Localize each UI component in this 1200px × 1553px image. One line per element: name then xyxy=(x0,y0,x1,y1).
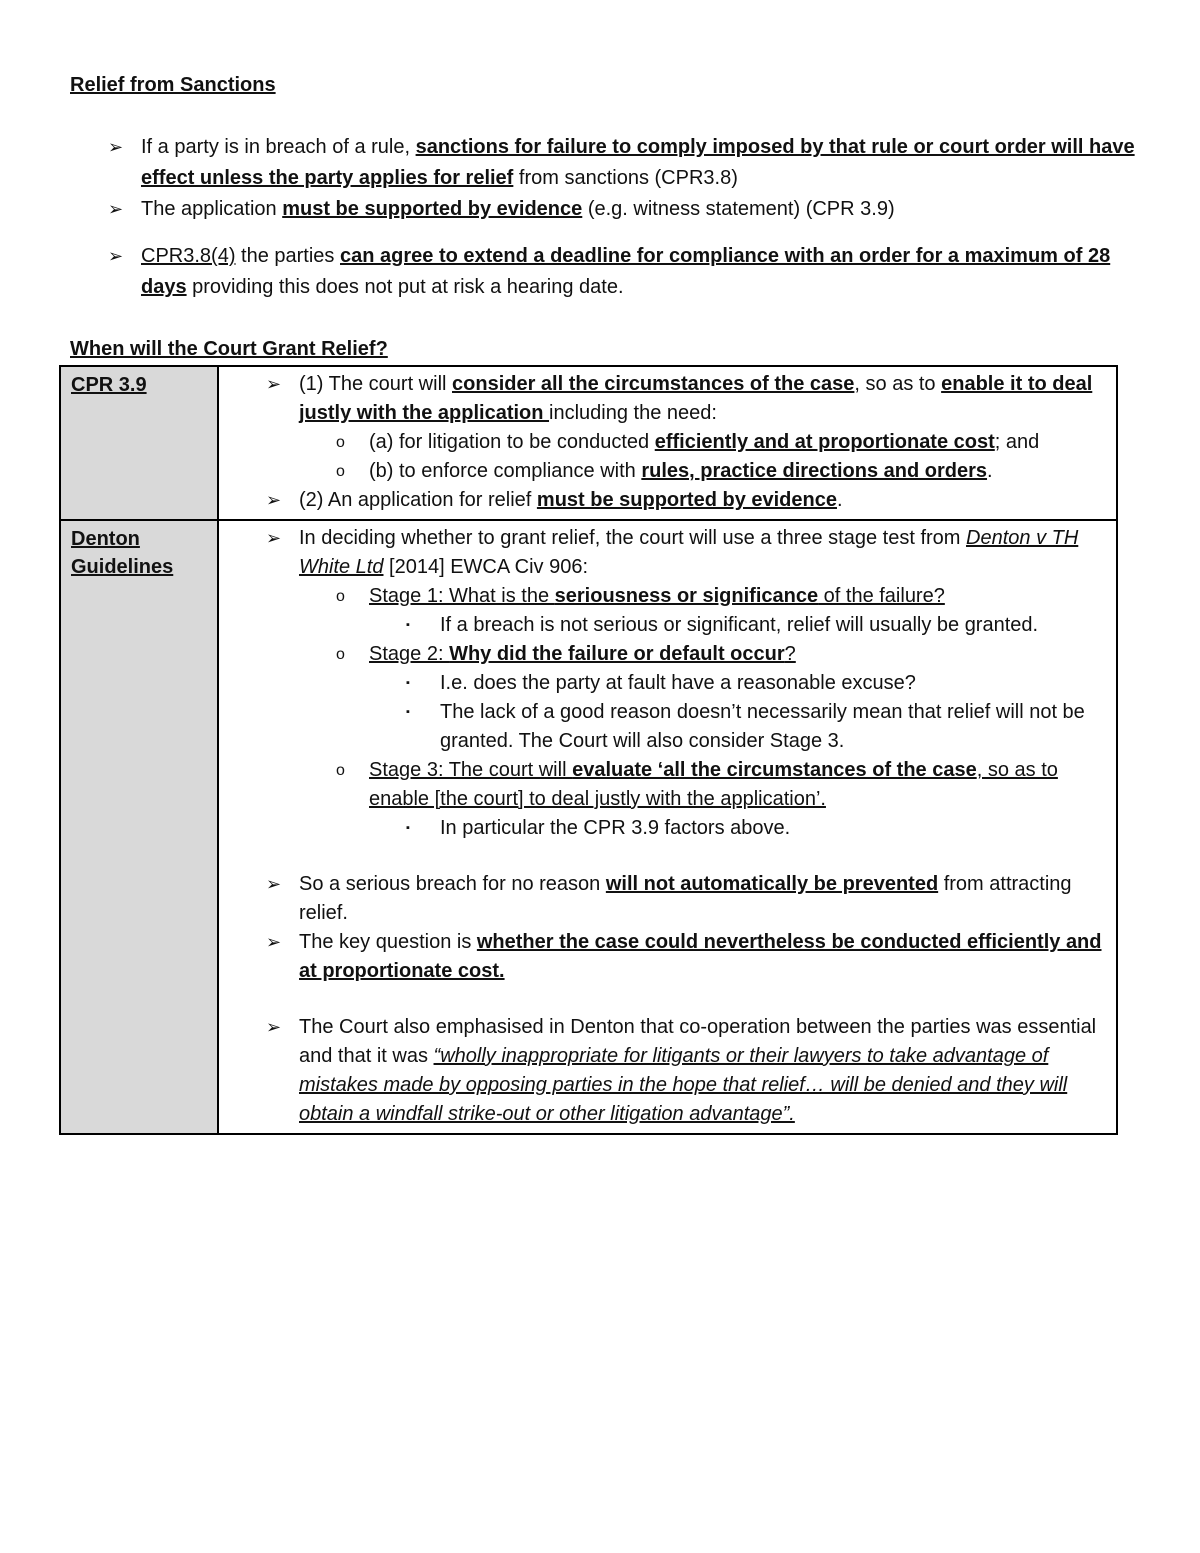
list-item: ➢ (2) An application for relief must be supported by evidence. xyxy=(219,486,1106,515)
bullet-text: CPR3.8(4) the parties can agree to extend a deadline for compliance with an order for a maximum of 28 days providing this does not put at risk a hearing date. xyxy=(141,245,1111,298)
circle-bullet-icon: o xyxy=(336,762,345,779)
arrow-bullet-icon: ➢ xyxy=(266,874,282,894)
spacer xyxy=(219,843,1106,870)
circle-bullet-icon: o xyxy=(336,588,345,605)
arrow-bullet-icon: ➢ xyxy=(266,528,282,548)
list-item: ▪ The lack of a good reason doesn’t necessarily mean that relief will not be granted. The Court will also consider Stage 3. xyxy=(219,698,1106,756)
list-item: ➢ So a serious breach for no reason will not automatically be prevented from attracting relief. xyxy=(219,870,1106,928)
page-title: Relief from Sanctions xyxy=(70,74,276,96)
row-label-cpr39: CPR 3.9 xyxy=(60,366,218,520)
list-item: ➢ In deciding whether to grant relief, the court will use a three stage test from Denton v TH White Ltd [2014] EWCA Civ 906: xyxy=(219,524,1106,582)
list-item: ➢ The Court also emphasised in Denton that co-operation between the parties was essential and that it was “wholly inappropriate for litigants or their lawyers to take advantage of mistakes made by opposing parties in the hope that relief… will be denied and they will obtain a windfall strike-out or other litigation advantage”. xyxy=(219,1013,1106,1129)
circle-bullet-icon: o xyxy=(336,434,345,451)
list-item: ➢ (1) The court will consider all the circumstances of the case, so as to enable it to deal justly with the application including the need: xyxy=(219,370,1106,428)
bullet-extend-deadline xyxy=(108,241,1148,303)
list-item: o (b) to enforce compliance with rules, practice directions and orders. xyxy=(219,457,1106,486)
list-item: o (a) for litigation to be conducted efficiently and at proportionate cost; and xyxy=(219,428,1106,457)
list-item: o Stage 3: The court will evaluate ‘all the circumstances of the case, so as to enable [the court] to deal justly with the application’. xyxy=(219,756,1106,814)
row-label-denton: Denton Guidelines xyxy=(60,520,218,1134)
circle-bullet-icon: o xyxy=(336,463,345,480)
list-item: ▪ I.e. does the party at fault have a reasonable excuse? xyxy=(219,669,1106,698)
arrow-bullet-icon: ➢ xyxy=(108,137,124,157)
arrow-bullet-icon: ➢ xyxy=(266,490,282,510)
relief-table xyxy=(59,365,1118,1135)
square-bullet-icon: ▪ xyxy=(406,822,410,834)
circle-bullet-icon: o xyxy=(336,646,345,663)
arrow-bullet-icon: ➢ xyxy=(266,932,282,952)
bullet-evidence xyxy=(108,194,1148,225)
section-heading: When will the Court Grant Relief? xyxy=(70,338,388,360)
arrow-bullet-icon: ➢ xyxy=(266,374,282,394)
row-body-cpr39 xyxy=(218,366,1117,520)
list-item: o Stage 2: Why did the failure or default occur? xyxy=(219,640,1106,669)
arrow-bullet-icon: ➢ xyxy=(266,1017,282,1037)
table-row xyxy=(60,366,1117,520)
arrow-bullet-icon: ➢ xyxy=(108,199,124,219)
square-bullet-icon: ▪ xyxy=(406,677,410,689)
square-bullet-icon: ▪ xyxy=(406,706,410,718)
table-row xyxy=(60,520,1117,1134)
square-bullet-icon: ▪ xyxy=(406,619,410,631)
spacer xyxy=(219,986,1106,1013)
list-item: ▪ In particular the CPR 3.9 factors above. xyxy=(219,814,1106,843)
bullet-sanctions xyxy=(108,132,1148,194)
bullet-text: If a party is in breach of a rule, sanctions for failure to comply imposed by that rule or court order will have effect unless the party applies for relief from sanctions (CPR3.8) xyxy=(141,136,1135,189)
list-item: o Stage 1: What is the seriousness or significance of the failure? xyxy=(219,582,1106,611)
arrow-bullet-icon: ➢ xyxy=(108,246,124,266)
list-item: ➢ The key question is whether the case could nevertheless be conducted efficiently and at proportionate cost. xyxy=(219,928,1106,986)
list-item: ▪ If a breach is not serious or significant, relief will usually be granted. xyxy=(219,611,1106,640)
bullet-text: The application must be supported by evidence (e.g. witness statement) (CPR 3.9) xyxy=(141,198,895,220)
row-body-denton xyxy=(218,520,1117,1134)
